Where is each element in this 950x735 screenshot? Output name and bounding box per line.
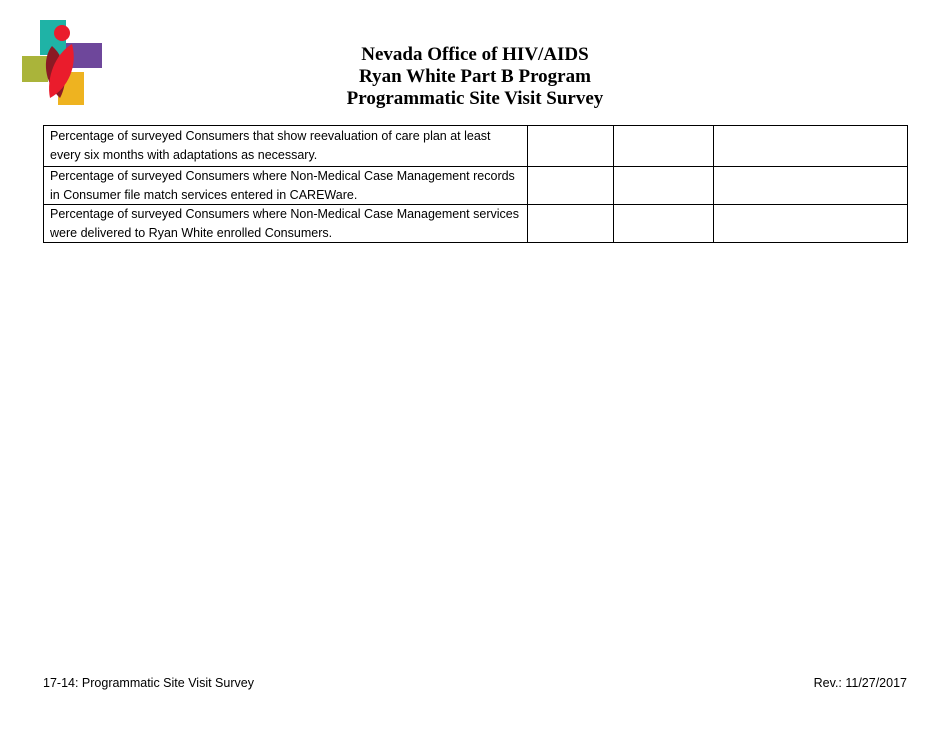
table-row — [44, 167, 908, 205]
answer-cell[interactable] — [528, 126, 614, 167]
header-org: Nevada Office of HIV/AIDS — [361, 44, 589, 65]
question-cell: Percentage of surveyed Consumers that show reevaluation of care plan at least every six months with adaptations as necessary. — [44, 126, 528, 167]
answer-cell[interactable] — [714, 205, 908, 243]
footer-form-name: 17-14: Programmatic Site Visit Survey — [43, 676, 254, 690]
answer-cell[interactable] — [614, 167, 714, 205]
survey-table — [43, 125, 908, 243]
footer-revision: Rev.: 11/27/2017 — [813, 676, 907, 690]
table-row — [44, 205, 908, 243]
answer-cell[interactable] — [614, 126, 714, 167]
answer-cell[interactable] — [714, 126, 908, 167]
answer-cell[interactable] — [714, 167, 908, 205]
organization-logo — [20, 18, 105, 108]
page-header — [250, 44, 700, 110]
header-title: Programmatic Site Visit Survey — [346, 88, 604, 109]
question-cell: Percentage of surveyed Consumers where Non-Medical Case Management records in Consumer file match services entered in CAREWare. — [44, 167, 528, 205]
answer-cell[interactable] — [528, 167, 614, 205]
table-row — [44, 126, 908, 167]
question-cell: Percentage of surveyed Consumers where Non-Medical Case Management services were delivered to Ryan White enrolled Consumers. — [44, 205, 528, 243]
answer-cell[interactable] — [528, 205, 614, 243]
header-program: Ryan White Part B Program — [359, 66, 591, 87]
answer-cell[interactable] — [614, 205, 714, 243]
